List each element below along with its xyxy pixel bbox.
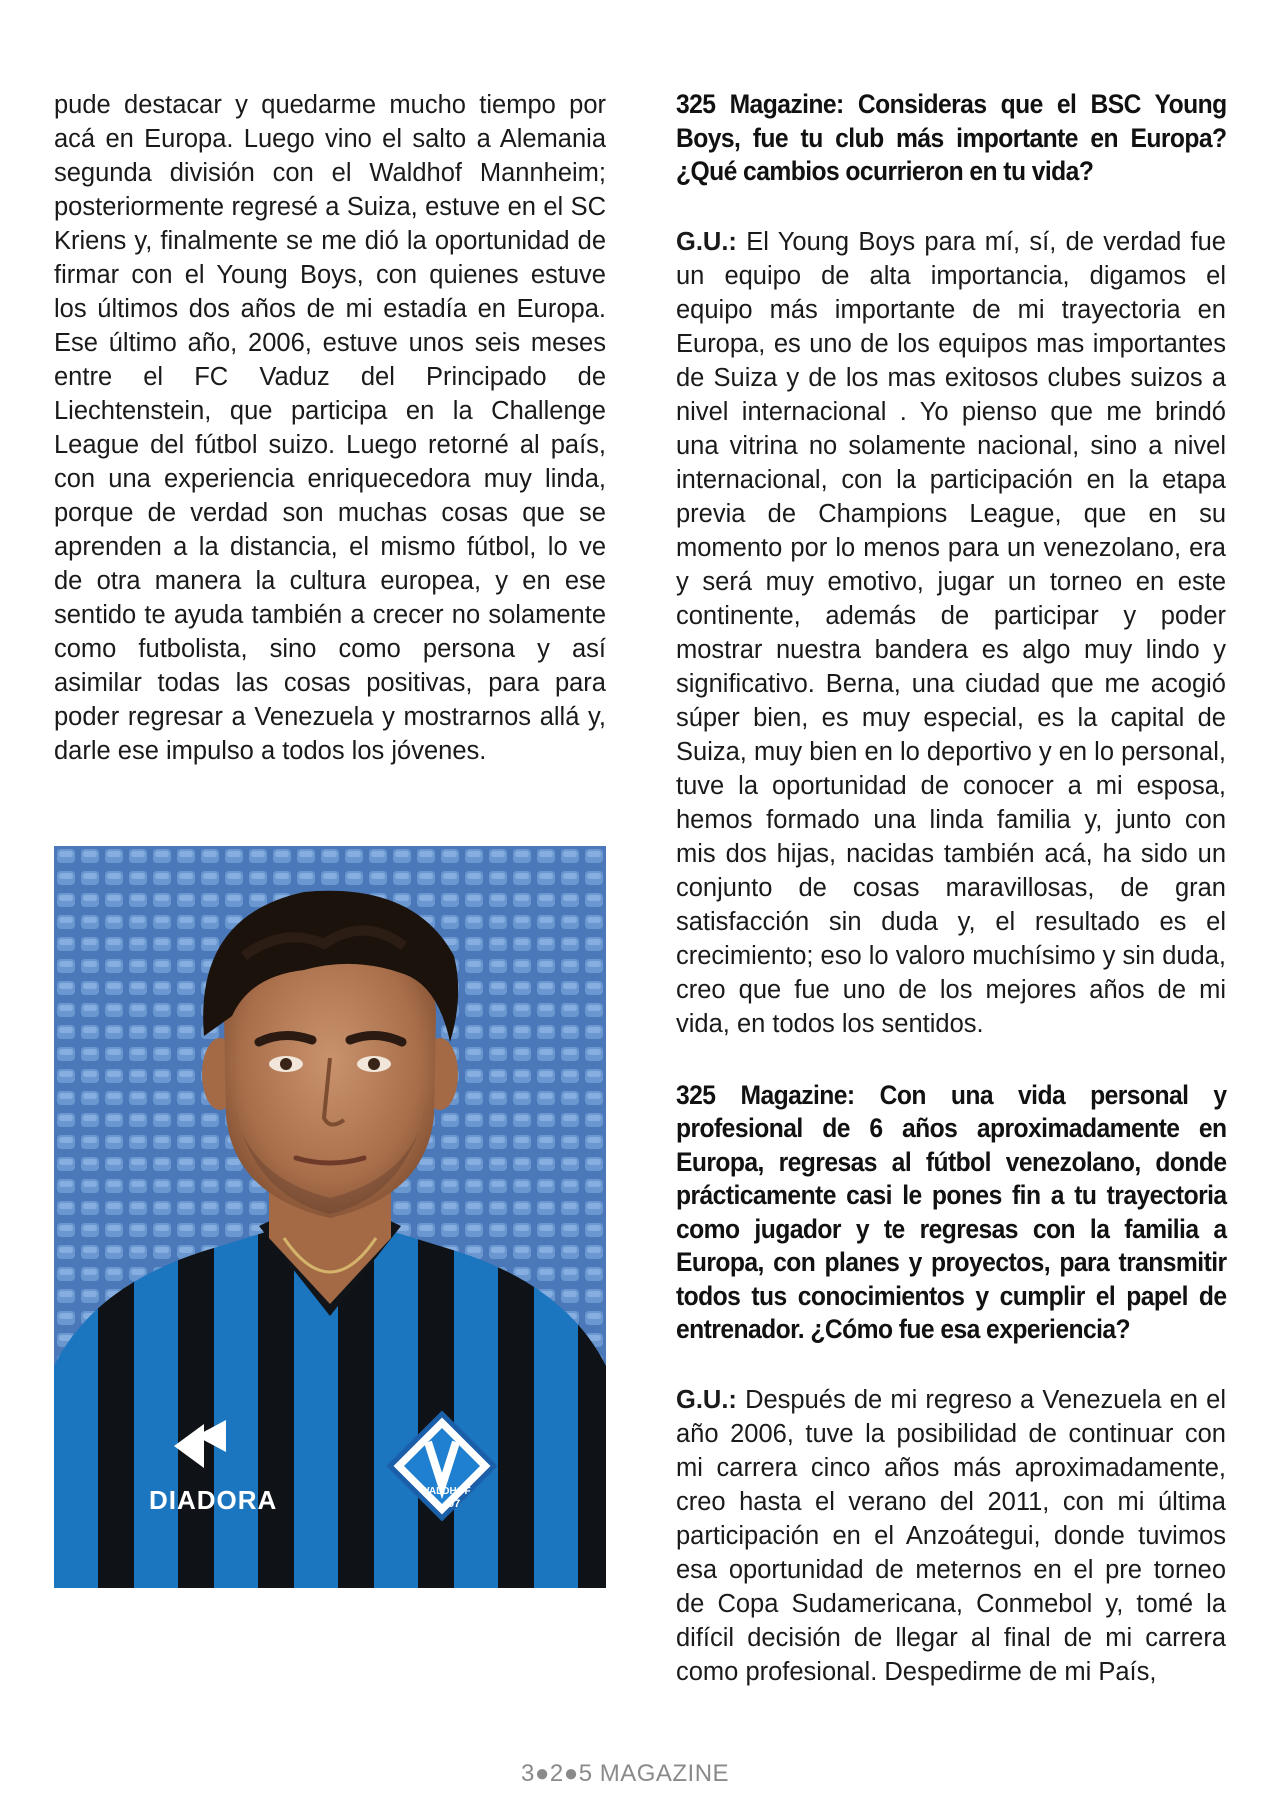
badge-number: 07 xyxy=(448,1498,461,1510)
shirt-brand-label: DIADORA xyxy=(149,1485,278,1515)
answer-text: El Young Boys para mí, sí, de verdad fue un equipo de alta importancia, digamos el equipo más importante de mi trayectoria en Europa, es uno de los equipos mas importantes de Suiza y de los mas exitosos clubes suizos a nivel internacional . Yo pienso que me brindó una vitrina no solamente nacional, sino a nivel internacional, con la participación en la etapa previa de Champions League, que en su momento por lo menos para un venezolano, era y será muy emotivo, jugar un torneo en este continente, además de participar y poder mostrar nuestra bandera es algo muy lindo y significativo. Berna, una ciudad que me acogió súper bien, es muy especial, es la capital de Suiza, muy bien en lo deportivo y en lo personal, tuve la oportunidad de conocer a mi esposa, hemos formado una linda familia y, junto con mis dos hijas, nacidas también acá, ha sido un conjunto de cosas maravillosas, de gran satisfacción sin duda y, el resultado es el crecimiento; eso lo valoro muchísimo y sin duda, creo que fue uno de los mejores años de mi vida, en todos los sentidos. xyxy=(676,227,1226,1038)
answer-paragraph-1 xyxy=(676,225,1226,1041)
magazine-footer-label: 3●2●5 MAGAZINE xyxy=(521,1760,730,1787)
speaker-label: G.U.: xyxy=(676,1385,737,1414)
speaker-label: G.U.: xyxy=(676,227,737,256)
answer-paragraph-2 xyxy=(676,1383,1226,1689)
answer-text: Después de mi regreso a Venezuela en el año 2006, tuve la posibilidad de continuar con mi carrera cinco años más aproximadamente, creo hasta el verano del 2011, con mi última participación en el Anzoátegui, donde tuvimos esa oportunidad de meternos en el pre torneo de Copa Sudamericana, Conmebol y, tomé la difícil decisión de llegar al final de mi carrera como profesional. Despedirme de mi País, xyxy=(676,1385,1226,1686)
right-column xyxy=(676,88,1226,1689)
body-paragraph: pude destacar y quedarme mucho tiempo por acá en Europa. Luego vino el salto a Alemania segunda división con el Waldhof Mannheim; posteriormente regresé a Suiza, estuve en el SC Kriens y, finalmente se me dió la oportunidad de firmar con el Young Boys, con quienes estuve los últimos dos años de mi estadía en Europa. Ese último año, 2006, estuve unos seis meses entre el FC Vaduz del Principado de Liechtenstein, que participa en la Challenge League del fútbol suizo. Luego retorné al país, con una experiencia enriquecedora muy linda, porque de verdad son muchas cosas que se aprenden a la distancia, el mismo fútbol, lo ve de otra manera la cultura europea, y en ese sentido te ayuda también a crecer no solamente como futbolista, sino como persona y así asimilar todas las cosas positivas, para para poder regresar a Venezuela y mostrarnos allá y, darle ese impulso a todos los jóvenes. xyxy=(54,91,606,765)
player-photo xyxy=(54,846,606,1588)
question-heading-2: 325 Magazine: Con una vida personal y profesional de 6 años aproximadamente en Europa, regresas al fútbol venezolano, donde prácticamente casi le pones fin a tu trayectoria como jugador y te regresas con la familia a Europa, con planes y proyectos, para transmitir todos tus conocimientos y cumplir el papel de entrenador. ¿Cómo fue esa experiencia? xyxy=(676,1079,1227,1344)
question-heading-1: 325 Magazine: Consideras que el BSC Young Boys, fue tu club más importante en Europa? ¿Qué cambios ocurrieron en tu vida? xyxy=(676,89,1227,186)
badge-text: WALDHOF xyxy=(420,1486,471,1497)
left-column xyxy=(54,88,606,768)
